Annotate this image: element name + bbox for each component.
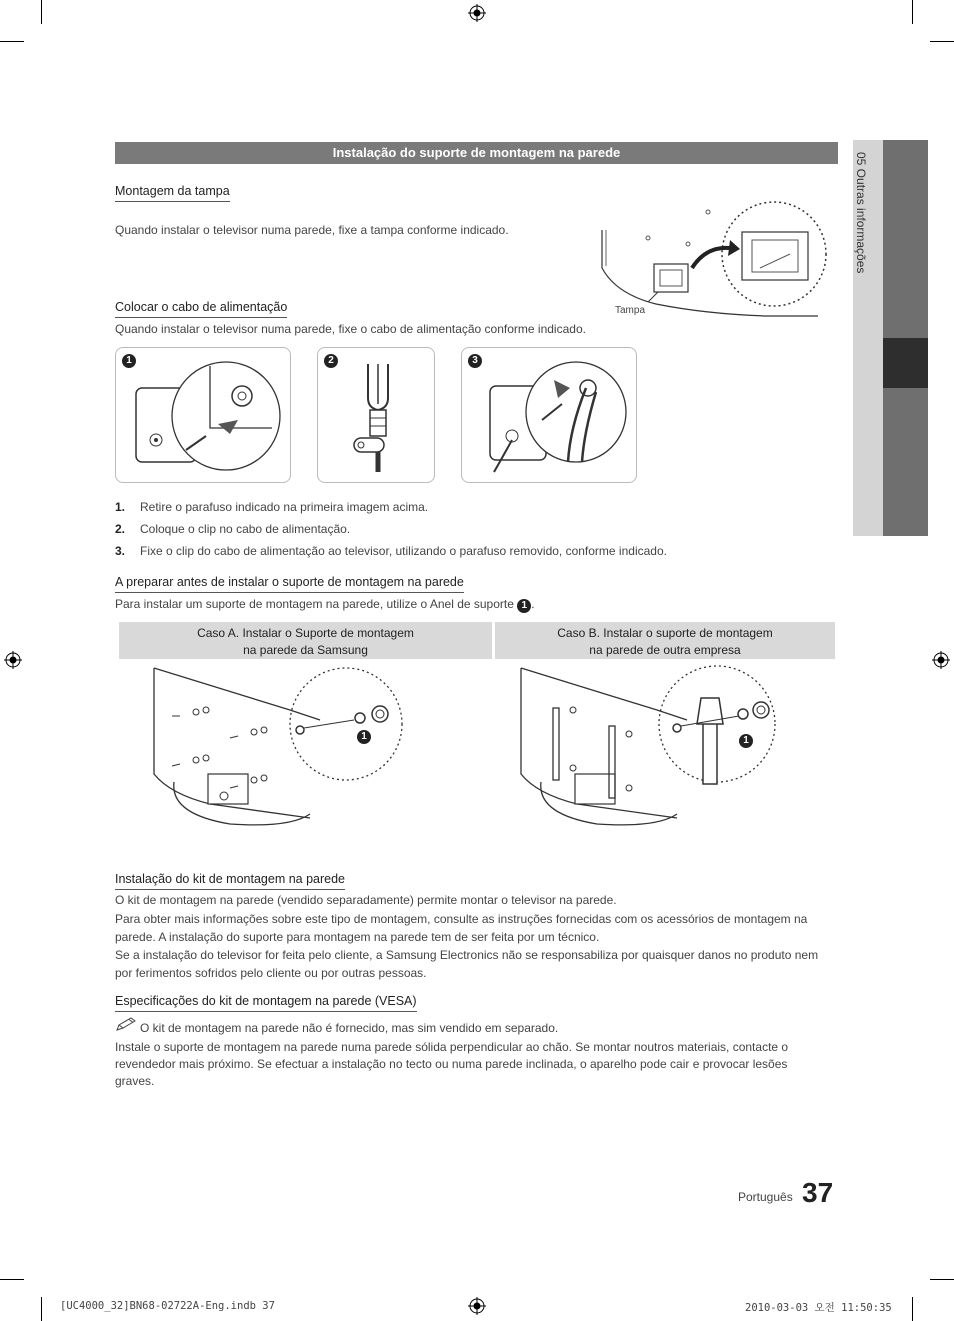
step-text: Coloque o clip no cabo de alimentação. [140,522,351,536]
footer-date: 2010-03-03 오전 11:50:35 [745,1302,892,1314]
ring-number-b: 1 [739,734,753,748]
preparar-text: Para instalar um suporte de montagem na parede, utilize o Anel de suporte 1 . [115,597,535,611]
case-b-line2: na parede de outra empresa [589,643,741,657]
step-number: 3. [115,544,126,558]
vesa-p1c: graves. [115,1074,155,1088]
kit-p3a: Se a instalação do televisor for feita pelo cliente, a Samsung Electronics não se responsabiliza por quaisquer danos no produto nem [115,948,819,962]
crop-mark [41,0,42,24]
case-b-header [495,622,835,659]
registration-mark-icon [468,4,486,22]
case-a-line2: na parede da Samsung [243,643,368,657]
crop-mark [930,41,954,42]
crop-mark [912,1297,913,1321]
ring-number-a: 1 [357,730,371,744]
cabo-text: Quando instalar o televisor numa parede, fixe o cabo de alimentação conforme indicado. [115,322,586,336]
vesa-note: O kit de montagem na parede não é fornecido, mas sim vendido em separado. [140,1021,559,1035]
cable-fig-3 [472,358,632,478]
case-a-header [119,622,492,659]
cable-fig-2 [348,358,408,478]
vesa-p1b: revendedor mais próximo. Se efectuar a instalação no tecto ou numa parede inclinada, o aparelho pode cair e provocar lesões [115,1057,788,1071]
registration-mark-icon [468,1297,486,1315]
side-tab-strip [883,388,928,536]
crop-mark [0,41,24,42]
subheading-kit: Instalação do kit de montagem na parede [115,872,345,890]
page-number: 37 [802,1177,834,1208]
figure-number: 1 [122,354,136,368]
kit-p3b: por ferimentos sofridos pelo cliente ou por outras pessoas. [115,966,427,980]
section-title: Instalação do suporte de montagem na parede [115,142,838,164]
case-a-illustration [150,664,412,830]
crop-mark [0,1279,24,1280]
figure-box-2 [317,347,435,483]
registration-mark-icon [4,651,22,669]
step-number: 1. [115,500,126,514]
case-b-line1: Caso B. Instalar o suporte de montagem [557,626,773,640]
case-b-illustration [517,664,779,830]
kit-p2b: parede. A instalação do suporte para montagem na parede tem de ser feita por um técnico. [115,930,600,944]
pencil-note-icon [115,1016,137,1032]
chapter-label: 05 Outras informações [854,152,868,274]
side-tab-strip [883,140,928,338]
case-a-line1: Caso A. Instalar o Suporte de montagem [197,626,414,640]
registration-mark-icon [932,651,950,669]
tampa-text: Quando instalar o televisor numa parede, fixe a tampa conforme indicado. [115,223,509,237]
step-number: 2. [115,522,126,536]
tampa-label: Tampa [615,305,646,316]
page-language: Português [738,1190,793,1204]
vesa-p1a: Instale o suporte de montagem na parede numa parede sólida perpendicular ao chão. Se montar noutros materiais, contacte o [115,1040,789,1054]
kit-p2a: Para obter mais informações sobre este tipo de montagem, consulte as instruções fornecidas com os acessórios de montagem na [115,912,808,926]
footer-file: [UC4000_32]BN68-02722A-Eng.indb 37 [60,1300,275,1312]
crop-mark [930,1279,954,1280]
side-tab-active [883,338,928,388]
figure-box-1 [115,347,291,483]
cable-fig-1 [126,358,286,478]
figure-box-3 [461,347,637,483]
figure-number: 3 [468,354,482,368]
preparar-text-body: Para instalar um suporte de montagem na parede, utilize o Anel de suporte [115,597,514,611]
figure-number: 2 [324,354,338,368]
ring-number: 1 [517,599,531,613]
subheading-cabo: Colocar o cabo de alimentação [115,300,287,318]
subheading-vesa: Especificações do kit de montagem na parede (VESA) [115,994,417,1012]
step-text: Fixe o clip do cabo de alimentação ao televisor, utilizando o parafuso removido, conforme indicado. [140,544,667,558]
subheading-tampa: Montagem da tampa [115,184,230,202]
kit-p1: O kit de montagem na parede (vendido separadamente) permite montar o televisor na parede. [115,893,617,907]
subheading-preparar: A preparar antes de instalar o suporte de montagem na parede [115,575,464,593]
crop-mark [41,1297,42,1321]
crop-mark [912,0,913,24]
step-text: Retire o parafuso indicado na primeira imagem acima. [140,500,429,514]
